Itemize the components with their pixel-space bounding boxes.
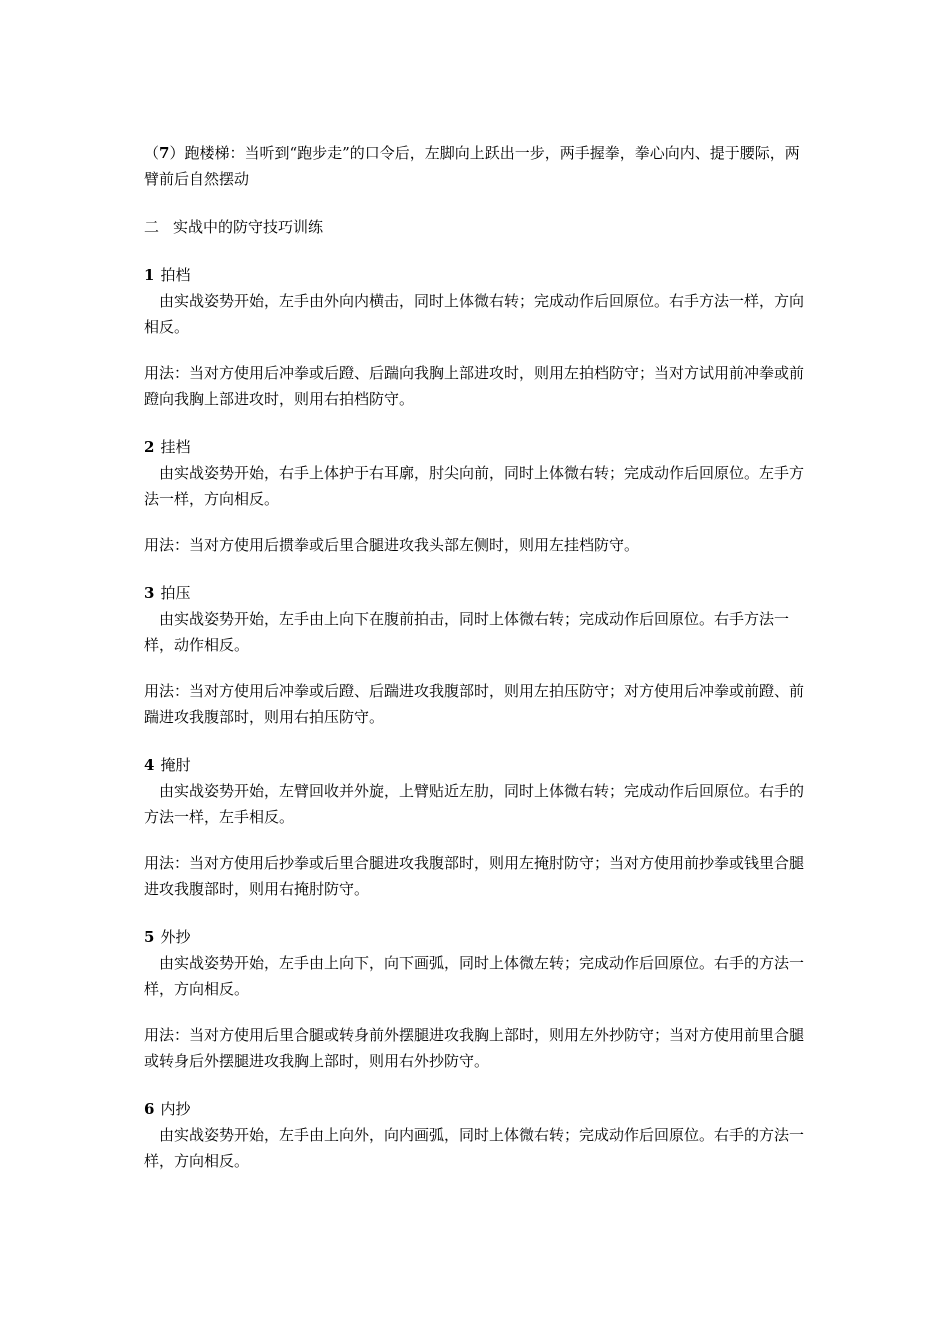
item-number: 5: [144, 928, 155, 946]
section-title: 实战中的防守技巧训练: [173, 218, 324, 236]
section-heading: [144, 214, 810, 240]
item-description: 由实战姿势开始，左臂回收并外旋，上臂贴近左肋，同时上体微右转；完成动作后回原位。右手的方法一样，左手相反。: [144, 782, 805, 826]
item-title: 掩肘: [160, 756, 191, 774]
item-title: 外抄: [160, 928, 191, 946]
intro-prefix-close: ）: [169, 144, 185, 162]
item-number: 3: [144, 584, 155, 602]
item-heading: [144, 924, 810, 950]
intro-prefix-open: （: [144, 144, 160, 162]
item-number: 6: [144, 1100, 155, 1118]
item-title: 拍档: [160, 266, 191, 284]
item-usage: 用法：当对方使用后冲拳或后蹬、后踹进攻我腹部时，则用左拍压防守；对方使用后冲拳或前蹬、前踹进攻我腹部时，则用右拍压防守。: [144, 682, 805, 726]
item-heading: [144, 434, 810, 460]
item-description: 由实战姿势开始，左手由上向外，向内画弧，同时上体微右转；完成动作后回原位。右手的方法一样，方向相反。: [144, 1126, 805, 1170]
item-title: 拍压: [160, 584, 191, 602]
document-page: [144, 140, 810, 1174]
item-usage: 用法：当对方使用后掼拳或后里合腿进攻我头部左侧时，则用左挂档防守。: [144, 536, 640, 554]
intro-number: 7: [159, 144, 170, 162]
section-number: 二: [144, 218, 160, 236]
item-heading: [144, 752, 810, 778]
item-heading: [144, 580, 810, 606]
intro-text: 跑楼梯：当听到“跑步走”的口令后，左脚向上跃出一步，两手握拳，拳心向内、提于腰际，两臂前后自然摆动: [144, 144, 800, 188]
item-description: 由实战姿势开始，左手由上向下在腹前拍击，同时上体微右转；完成动作后回原位。右手方法一样，动作相反。: [144, 610, 790, 654]
item-usage: 用法：当对方使用后抄拳或后里合腿进攻我腹部时，则用左掩肘防守；当对方使用前抄拳或钱里合腿进攻我腹部时，则用右掩肘防守。: [144, 854, 805, 898]
item-number: 4: [144, 756, 155, 774]
item-title: 挂档: [160, 438, 191, 456]
item-usage: 用法：当对方使用后里合腿或转身前外摆腿进攻我胸上部时，则用左外抄防守；当对方使用前里合腿或转身后外摆腿进攻我胸上部时，则用右外抄防守。: [144, 1026, 805, 1070]
item-description: 由实战姿势开始，左手由外向内横击，同时上体微右转；完成动作后回原位。右手方法一样，方向相反。: [144, 292, 805, 336]
intro-paragraph: [144, 140, 810, 192]
item-usage: 用法：当对方使用后冲拳或后蹬、后踹向我胸上部进攻时，则用左拍档防守；当对方试用前冲拳或前蹬向我胸上部进攻时，则用右拍档防守。: [144, 364, 805, 408]
item-description: 由实战姿势开始，左手由上向下，向下画弧，同时上体微左转；完成动作后回原位。右手的方法一样，方向相反。: [144, 954, 805, 998]
item-heading: [144, 1096, 810, 1122]
item-number: 2: [144, 438, 155, 456]
item-description: 由实战姿势开始，右手上体护于右耳廓，肘尖向前，同时上体微右转；完成动作后回原位。左手方法一样，方向相反。: [144, 464, 805, 508]
item-heading: [144, 262, 810, 288]
item-number: 1: [144, 266, 155, 284]
item-title: 内抄: [160, 1100, 191, 1118]
